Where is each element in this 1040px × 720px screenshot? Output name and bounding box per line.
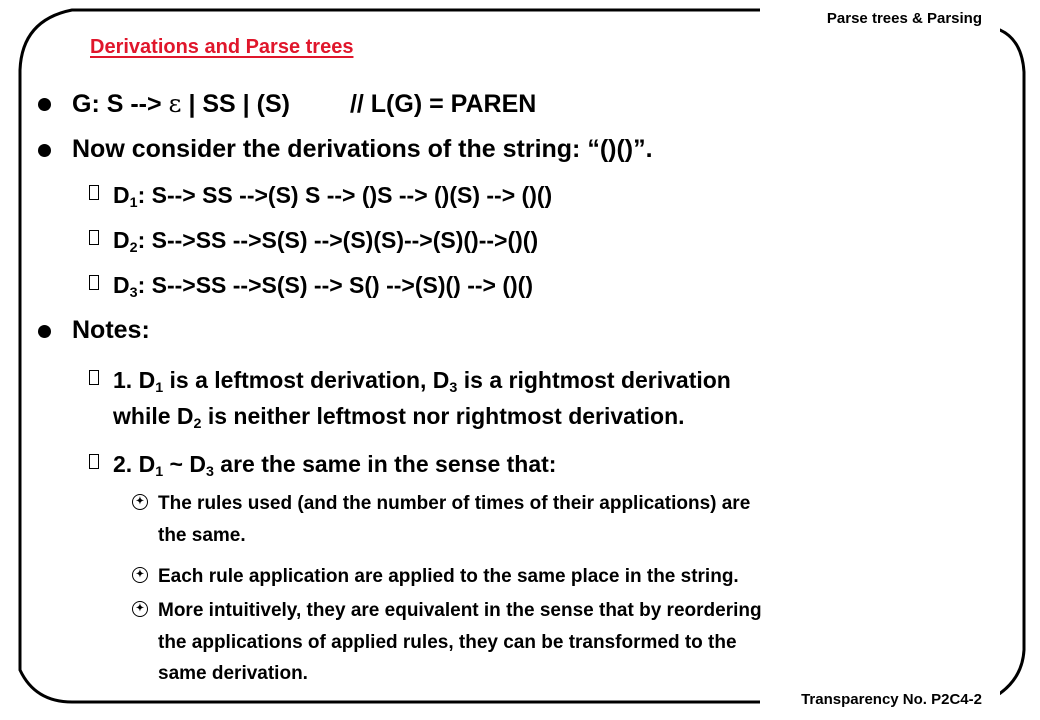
note-text: 2. D bbox=[113, 451, 156, 477]
consider-text: Now consider the derivations of the string: “()()”. bbox=[72, 135, 653, 163]
note-subscript: 1 bbox=[155, 379, 164, 396]
note-subscript: 1 bbox=[155, 463, 164, 480]
grammar-rhs: | SS | (S) bbox=[181, 90, 290, 118]
derivation-d2 bbox=[113, 227, 538, 254]
bullet-square-icon bbox=[89, 185, 99, 200]
derivation-d1 bbox=[113, 182, 552, 209]
notes-heading bbox=[72, 316, 150, 345]
bullet-dot-icon bbox=[38, 98, 51, 111]
note-subscript: 2 bbox=[193, 415, 202, 432]
note-2 bbox=[113, 451, 556, 478]
bullet-dot-icon bbox=[38, 144, 51, 157]
note-text: are the same in the sense that: bbox=[213, 451, 557, 477]
point-3-continuation-2 bbox=[158, 663, 308, 685]
bullet-square-icon bbox=[89, 275, 99, 290]
derivation-subscript: 1 bbox=[129, 194, 138, 211]
note-text: is a leftmost derivation, D bbox=[163, 367, 450, 393]
grammar-lhs: G: S --> bbox=[72, 90, 169, 118]
note-text: is a rightmost derivation bbox=[457, 367, 731, 393]
star-bullet-icon: ✦ bbox=[132, 601, 148, 617]
consider-line bbox=[72, 135, 653, 164]
derivation-subscript: 3 bbox=[129, 284, 138, 301]
derivation-text: : S--> SS -->(S) S --> ()S --> ()(S) --> ()() bbox=[137, 182, 553, 208]
derivation-d3 bbox=[113, 272, 533, 299]
note-text: while D bbox=[113, 403, 194, 429]
point-1 bbox=[135, 493, 751, 515]
point-text: Each rule application are applied to the same place in the string. bbox=[158, 566, 739, 587]
point-text: the same. bbox=[158, 525, 246, 546]
derivation-subscript: 2 bbox=[129, 239, 138, 256]
point-2 bbox=[135, 566, 739, 588]
bullet-square-icon bbox=[89, 370, 99, 385]
star-bullet-icon: ✦ bbox=[132, 567, 148, 583]
point-text: More intuitively, they are equivalent in the sense that by reordering bbox=[158, 600, 762, 621]
derivation-text: : S-->SS -->S(S) --> S() -->(S)() --> ()() bbox=[137, 272, 533, 298]
note-subscript: 3 bbox=[449, 379, 458, 396]
grammar-line bbox=[72, 89, 536, 119]
note-1-continuation bbox=[113, 403, 685, 430]
grammar-language: // L(G) = PAREN bbox=[349, 90, 537, 118]
bullet-dot-icon bbox=[38, 325, 51, 338]
note-text: is neither leftmost nor rightmost derivation. bbox=[201, 403, 685, 429]
bullet-square-icon bbox=[89, 454, 99, 469]
note-text: ~ D bbox=[163, 451, 206, 477]
derivation-symbol: D bbox=[113, 272, 130, 298]
point-text: the applications of applied rules, they can be transformed to the bbox=[158, 632, 737, 653]
point-3-continuation bbox=[158, 632, 737, 654]
note-text: 1. D bbox=[113, 367, 156, 393]
point-1-continuation bbox=[158, 525, 246, 547]
derivation-text: : S-->SS -->S(S) -->(S)(S)-->(S)()-->()() bbox=[137, 227, 539, 253]
note-subscript: 3 bbox=[205, 463, 214, 480]
header-topic: Parse trees & Parsing bbox=[826, 10, 982, 27]
derivation-symbol: D bbox=[113, 182, 130, 208]
footer-transparency-number: Transparency No. P2C4-2 bbox=[801, 691, 982, 708]
point-text: same derivation. bbox=[158, 663, 308, 684]
derivation-symbol: D bbox=[113, 227, 130, 253]
bullet-square-icon bbox=[89, 230, 99, 245]
point-text: The rules used (and the number of times of their applications) are bbox=[158, 493, 751, 514]
slide-title: Derivations and Parse trees bbox=[90, 36, 354, 58]
point-3 bbox=[135, 600, 762, 622]
epsilon-symbol: ε bbox=[168, 89, 182, 118]
notes-heading-text: Notes: bbox=[72, 316, 150, 344]
note-1 bbox=[113, 367, 731, 394]
star-bullet-icon: ✦ bbox=[132, 494, 148, 510]
